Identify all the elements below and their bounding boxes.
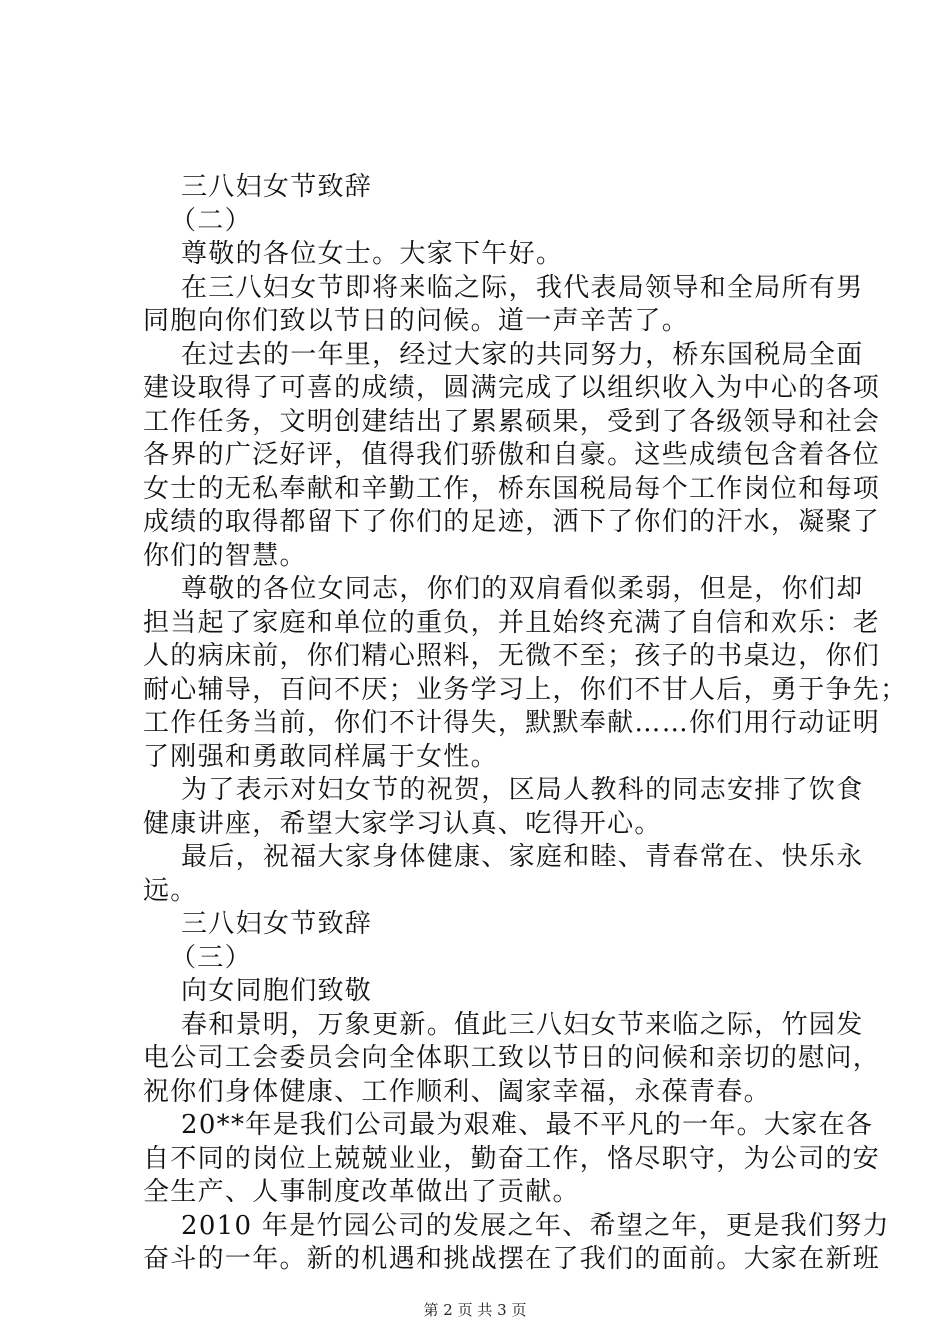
paragraph-line: 成绩的取得都留下了你们的足迹，洒下了你们的汗水，凝聚了 <box>143 507 881 537</box>
paragraph-line: 祝你们身体健康、工作顺利、阖家幸福，永葆青春。 <box>143 1077 771 1107</box>
paragraph-line: 各界的广泛好评，值得我们骄傲和自豪。这些成绩包含着各位 <box>143 440 881 470</box>
paragraph-line: 耐心辅导，百问不厌；业务学习上，你们不甘人后，勇于争先； <box>143 675 908 705</box>
paragraph-line: 2010 年是竹园公司的发展之年、希望之年，更是我们努力 <box>181 1211 890 1241</box>
paragraph-line: 建设取得了可喜的成绩，圆满完成了以组织收入为中心的各项 <box>143 373 881 403</box>
paragraph-line: 健康讲座，希望大家学习认真、吃得开心。 <box>143 809 662 839</box>
paragraph-line: 担当起了家庭和单位的重负，并且始终充满了自信和欢乐：老 <box>143 608 881 638</box>
paragraph-line: 为了表示对妇女节的祝贺，区局人教科的同志安排了饮食 <box>181 775 864 805</box>
paragraph-line: 春和景明，万象更新。值此三八妇女节来临之际，竹园发 <box>181 1010 864 1040</box>
paragraph-line: 尊敬的各位女士。大家下午好。 <box>181 239 564 269</box>
paragraph-line: 人的病床前，你们精心照料，无微不至；孩子的书桌边，你们 <box>143 641 881 671</box>
paragraph-line: 向女同胞们致敬 <box>181 976 373 1006</box>
paragraph-line: 电公司工会委员会向全体职工致以节日的问候和亲切的慰问， <box>143 1043 881 1073</box>
paragraph-line: 同胞向你们致以节日的问候。道一声辛苦了。 <box>143 306 690 336</box>
paragraph-line: 尊敬的各位女同志，你们的双肩看似柔弱，但是，你们却 <box>181 574 864 604</box>
section-title: 三八妇女节致辞 <box>181 909 373 939</box>
paragraph-line: 女士的无私奉献和辛勤工作，桥东国税局每个工作岗位和每项 <box>143 474 881 504</box>
section-number: （二） <box>170 206 252 236</box>
paragraph-line: 奋斗的一年。新的机遇和挑战摆在了我们的面前。大家在新班 <box>143 1244 881 1274</box>
paragraph-line: 工作任务当前，你们不计得失，默默奉献……你们用行动证明 <box>143 708 881 738</box>
paragraph-line: 最后，祝福大家身体健康、家庭和睦、青春常在、快乐永 <box>181 842 864 872</box>
section-number: （三） <box>170 943 252 973</box>
paragraph-line: 自不同的岗位上兢兢业业，勤奋工作，恪尽职守，为公司的安 <box>143 1144 881 1174</box>
paragraph-line: 在过去的一年里，经过大家的共同努力，桥东国税局全面 <box>181 340 864 370</box>
paragraph-line: 了刚强和勇敢同样属于女性。 <box>143 742 498 772</box>
paragraph-line: 20**年是我们公司最为艰难、最不平凡的一年。大家在各 <box>181 1110 874 1140</box>
paragraph-line: 全生产、人事制度改革做出了贡献。 <box>143 1177 580 1207</box>
paragraph-line: 你们的智慧。 <box>143 541 307 571</box>
page-footer: 第 2 页 共 3 页 <box>423 1301 527 1319</box>
section-title: 三八妇女节致辞 <box>181 172 373 202</box>
paragraph-line: 工作任务，文明创建结出了累累硕果，受到了各级领导和社会 <box>143 407 881 437</box>
paragraph-line: 远。 <box>143 876 198 906</box>
paragraph-line: 在三八妇女节即将来临之际，我代表局领导和全局所有男 <box>181 273 864 303</box>
